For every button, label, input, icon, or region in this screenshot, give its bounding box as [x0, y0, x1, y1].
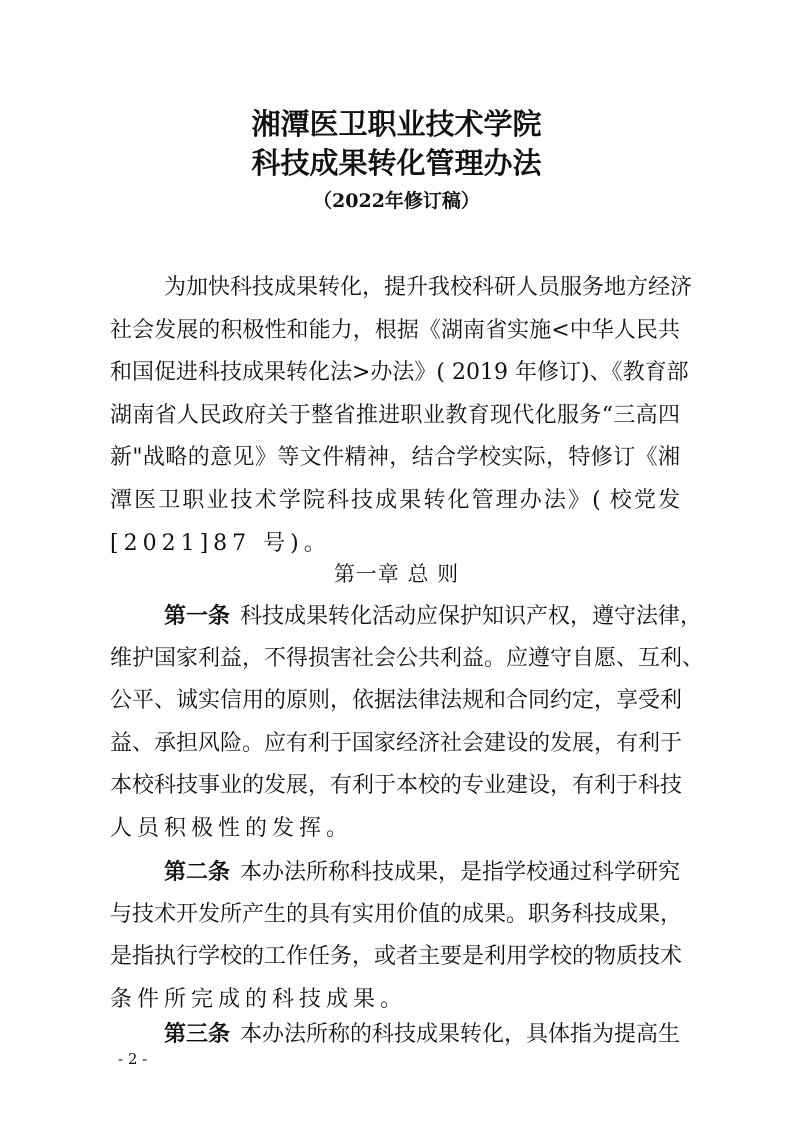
- text-line: 人员积极性的发挥。: [110, 815, 354, 841]
- document-title-line2: 科技成果转化管理办法: [251, 146, 542, 180]
- text-line: 本校科技事业的发展，有利于本校的专业建设，有利于科技: [110, 773, 683, 799]
- text-line: 和国促进科技成果转化法>办法》( 2019 年修订)、《教育部: [110, 360, 689, 386]
- page-number: - 2 -: [118, 1050, 148, 1068]
- chapter-heading: 第一章 总 则: [333, 562, 460, 586]
- text-line: 湖南省人民政府关于整省推进职业教育现代化服务“三高四: [110, 402, 680, 428]
- text-line: 潭医卫职业技术学院科技成果转化管理办法》( 校党发: [110, 487, 680, 513]
- article-1: [110, 595, 705, 851]
- text-line: 条件所完成的科技成果。: [110, 986, 408, 1012]
- text-span: 科技成果转化活动应保护知识产权，遵守法律，: [240, 604, 703, 629]
- article-3: [110, 1013, 680, 1056]
- text-line: 新"战略的意见》等文件精神，结合学校实际，特修订《湘: [110, 445, 680, 471]
- text-line: 是指执行学校的工作任务，或者主要是利用学校的物质技术: [110, 944, 683, 970]
- article-keyword: 第一条: [164, 603, 231, 629]
- text-span: 本办法所称科技成果，是指学校通过科学研究: [240, 860, 681, 885]
- text-line: [110, 595, 703, 638]
- text-line: 益、承担风险。应有利于国家经济社会建设的发展，有利于: [110, 730, 683, 756]
- text-line: 公平、诚实信用的原则，依据法律法规和合同约定，享受利: [110, 688, 683, 714]
- text-line: [110, 1013, 680, 1056]
- text-line: 与技术开发所产生的具有实用价值的成果。职务科技成果，: [110, 901, 683, 927]
- article-2: [110, 851, 683, 1021]
- text-line: [110, 851, 680, 894]
- text-span: 本办法所称的科技成果转化，具体指为提高生: [240, 1022, 681, 1047]
- document-revision-note: （2022年修订稿）: [313, 190, 480, 212]
- preamble-paragraph: [110, 267, 693, 565]
- document-title-line1: 湘潭医卫职业技术学院: [251, 107, 542, 141]
- article-keyword: 第二条: [164, 859, 231, 885]
- text-line: 为加快科技成果转化，提升我校科研人员服务地方经济: [164, 275, 693, 300]
- text-line: 社会发展的积极性和能力，根据《湖南省实施<中华人民共: [110, 317, 680, 343]
- text-line: 维护国家利益，不得损害社会公共利益。应遵守自愿、互利、: [110, 645, 705, 671]
- article-keyword: 第三条: [164, 1021, 231, 1047]
- text-line: [2021]87 号)。: [110, 530, 331, 556]
